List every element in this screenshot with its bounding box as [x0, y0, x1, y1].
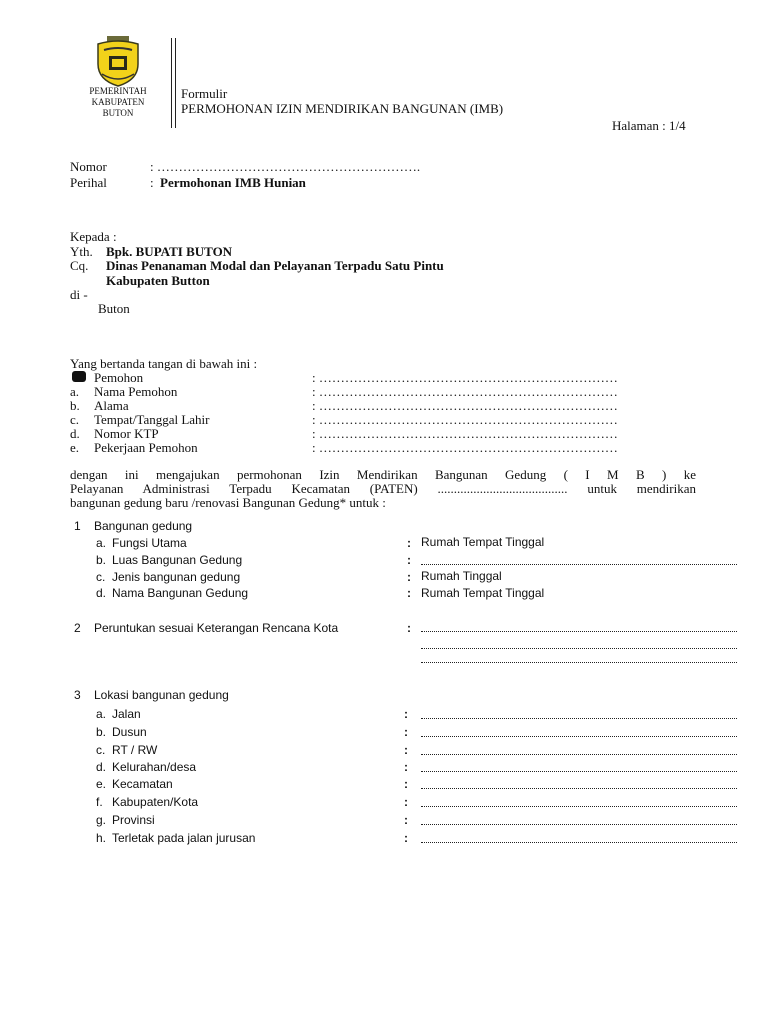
- section-number: 1: [74, 519, 81, 533]
- field-prefix: d.: [70, 426, 80, 441]
- fill-line[interactable]: [421, 648, 737, 649]
- form-label: Formulir: [181, 86, 228, 101]
- section-number: 2: [74, 621, 81, 635]
- government-name: PEMERINTAH KABUPATEN BUTON: [89, 86, 147, 118]
- field-value[interactable]: : ……………………………………………………………: [312, 426, 618, 441]
- perihal-label: Perihal: [70, 175, 107, 190]
- item-label: Kabupaten/Kota: [112, 795, 199, 809]
- item-label: Nama Bangunan Gedung: [112, 586, 249, 600]
- item-label: Fungsi Utama: [112, 536, 187, 550]
- recipient-office-region: Kabupaten Button: [106, 273, 210, 288]
- field-label: Nama Pemohon: [94, 384, 178, 399]
- item-label: Luas Bangunan Gedung: [112, 553, 243, 567]
- item-label: Dusun: [112, 725, 147, 739]
- field-label: Pemohon: [94, 370, 144, 385]
- fill-line[interactable]: [421, 842, 737, 843]
- item-prefix: a.: [96, 707, 107, 721]
- fill-line[interactable]: [421, 824, 737, 825]
- applicant-intro: Yang bertanda tangan di bawah ini :: [70, 356, 258, 371]
- item-label: Jenis bangunan gedung: [112, 570, 241, 584]
- bullet-icon: [72, 371, 86, 382]
- item-colon: :: [407, 553, 411, 567]
- fill-line[interactable]: [421, 806, 737, 807]
- form-title: PERMOHONAN IZIN MENDIRIKAN BANGUNAN (IMB): [181, 101, 504, 116]
- field-label: Tempat/Tanggal Lahir: [94, 412, 210, 427]
- item-prefix: a.: [96, 536, 107, 550]
- field-prefix: a.: [70, 384, 80, 399]
- recipient: Bpk. BUPATI BUTON: [106, 244, 233, 259]
- fill-line[interactable]: [421, 662, 737, 663]
- field-prefix: e.: [70, 440, 80, 455]
- perihal-colon: :: [150, 175, 154, 190]
- city: Buton: [98, 301, 130, 316]
- item-prefix: b.: [96, 553, 107, 567]
- field-value[interactable]: : ……………………………………………………………: [312, 412, 618, 427]
- item-colon: :: [404, 743, 408, 757]
- yth-label: Yth.: [70, 244, 93, 259]
- item-value[interactable]: Rumah Tempat Tinggal: [421, 586, 545, 600]
- nomor-value[interactable]: : …………………………………………………….: [150, 159, 421, 174]
- request-paragraph: dengan ini mengajukan permohonan Izin Mendirikan Bangunan Gedung ( I M B ) ke Pelayanan Administrasi Terpadu Kecamatan (PATEN) ........................................ untuk mendirikan bangunan gedung baru /renovasi Bangunan Gedung* untuk :: [70, 467, 696, 510]
- fill-line[interactable]: [421, 788, 737, 789]
- fill-line[interactable]: [421, 564, 737, 565]
- item-colon: :: [407, 570, 411, 584]
- fill-line[interactable]: [421, 771, 737, 772]
- kepada-label: Kepada :: [70, 229, 117, 244]
- item-colon: :: [404, 760, 408, 774]
- nomor-label: Nomor: [70, 159, 107, 174]
- section-number: 3: [74, 688, 81, 702]
- item-label: Kelurahan/desa: [112, 760, 197, 774]
- item-prefix: b.: [96, 725, 107, 739]
- fill-line[interactable]: [421, 718, 737, 719]
- item-label: Provinsi: [112, 813, 155, 827]
- item-colon: :: [404, 831, 408, 845]
- item-label: RT / RW: [112, 743, 158, 757]
- perihal-value: Permohonan IMB Hunian: [160, 175, 306, 190]
- item-prefix: g.: [96, 813, 107, 827]
- fill-line[interactable]: [421, 754, 737, 755]
- item-prefix: d.: [96, 586, 107, 600]
- field-value[interactable]: : ……………………………………………………………: [312, 384, 618, 399]
- item-prefix: c.: [96, 743, 106, 757]
- item-colon: :: [407, 621, 411, 635]
- item-colon: :: [404, 707, 408, 721]
- item-colon: :: [404, 777, 408, 791]
- field-value[interactable]: : ……………………………………………………………: [312, 370, 618, 385]
- field-label: Nomor KTP: [94, 426, 159, 441]
- item-colon: :: [407, 586, 411, 600]
- item-colon: :: [407, 536, 411, 550]
- field-prefix: b.: [70, 398, 80, 413]
- page-number: Halaman : 1/4: [612, 118, 686, 133]
- item-prefix: e.: [96, 777, 107, 791]
- item-prefix: c.: [96, 570, 106, 584]
- section-title: Bangunan gedung: [94, 519, 193, 533]
- field-label: Pekerjaan Pemohon: [94, 440, 198, 455]
- fill-line[interactable]: [421, 631, 737, 632]
- field-prefix: c.: [70, 412, 80, 427]
- header-divider: [175, 38, 176, 128]
- item-label: Terletak pada jalan jurusan: [112, 831, 256, 845]
- cq-label: Cq.: [70, 258, 89, 273]
- fill-line[interactable]: [421, 736, 737, 737]
- item-prefix: d.: [96, 760, 107, 774]
- header-divider: [171, 38, 172, 128]
- item-prefix: h.: [96, 831, 107, 845]
- di-label: di -: [70, 287, 88, 302]
- item-label: Jalan: [112, 707, 141, 721]
- item-value[interactable]: Rumah Tinggal: [421, 569, 502, 583]
- field-value[interactable]: : ……………………………………………………………: [312, 440, 618, 455]
- item-label: Kecamatan: [112, 777, 173, 791]
- field-value[interactable]: : ……………………………………………………………: [312, 398, 618, 413]
- section-title: Peruntukan sesuai Keterangan Rencana Kota: [94, 621, 339, 635]
- item-prefix: f.: [96, 795, 103, 809]
- item-colon: :: [404, 795, 408, 809]
- item-colon: :: [404, 725, 408, 739]
- item-colon: :: [404, 813, 408, 827]
- item-value[interactable]: Rumah Tempat Tinggal: [421, 535, 545, 549]
- buton-regency-emblem: [92, 34, 144, 88]
- section-title: Lokasi bangunan gedung: [94, 688, 229, 702]
- field-label: Alama: [94, 398, 129, 413]
- recipient-office: Dinas Penanaman Modal dan Pelayanan Terpadu Satu Pintu: [106, 258, 444, 273]
